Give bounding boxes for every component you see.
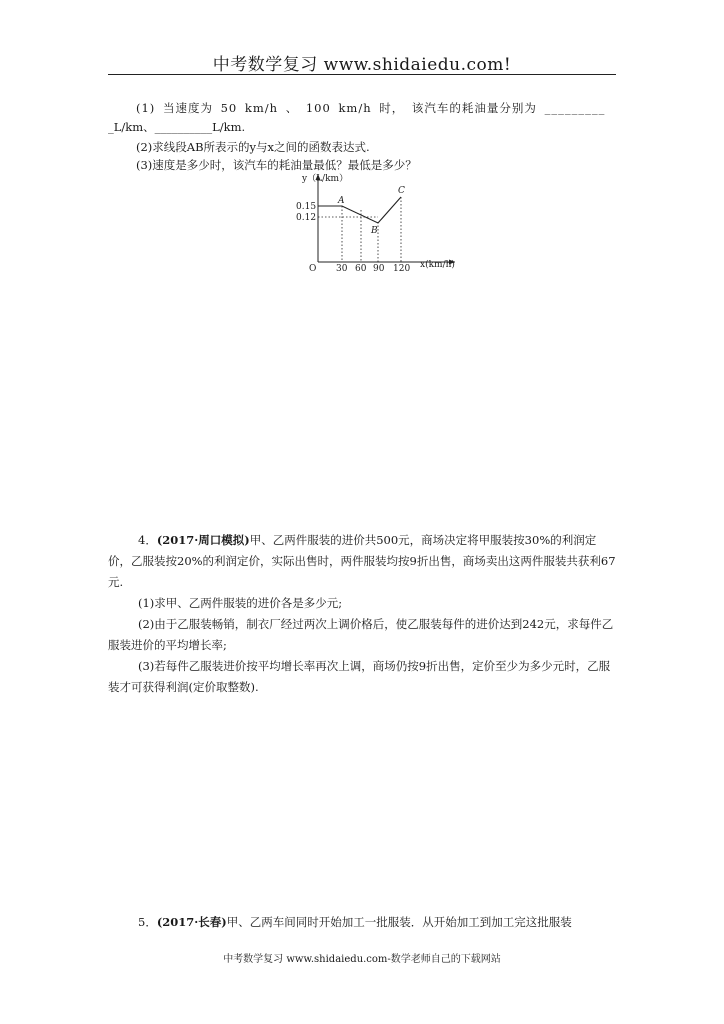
page-footer: 中考数学复习 www.shidaiedu.com-数学老师自己的下载网站 <box>223 954 501 965</box>
x-axis-label: x(km/h) <box>420 260 455 270</box>
problem4-sub3: (3)若每件乙服装进价按平均增长率再次上调，商场仍按9折出售，定价至少为多少元时，乙服装才可获得利润(定价取整数). <box>108 659 611 694</box>
page-header: 中考数学复习 www.shidaiedu.com! <box>212 55 512 75</box>
point-b-label: B <box>371 226 378 236</box>
point-c-label: C <box>398 186 405 196</box>
problem5-source: (2017·长春) <box>156 915 227 929</box>
problem4-source: (2017·周口模拟) <box>156 533 250 547</box>
problem4-stem: 甲、乙两件服装的进价共500元，商场决定将甲服装按30%的利润定价，乙服装按20%的利润定价，实际出售时，两件服装均按9折出售，商场卖出这两件服装共获利67元. <box>108 533 616 589</box>
point-a-label: A <box>338 196 345 206</box>
x-tick-60: 60 <box>355 264 367 274</box>
graph-svg <box>290 170 460 275</box>
consumption-polyline <box>318 197 401 223</box>
problem4-sub2: (2)由于乙服装畅销，制衣厂经过两次上调价格后，使乙服装每件的进价达到242元，求每件乙服装进价的平均增长率; <box>108 617 614 652</box>
x-tick-90: 90 <box>373 264 385 274</box>
y-tick-015: 0.15 <box>296 202 317 212</box>
problem5 <box>108 914 616 930</box>
problem4 <box>108 530 616 698</box>
problem5-number: 5． <box>138 915 157 929</box>
y-tick-012: 0.12 <box>296 213 317 223</box>
x-tick-120: 120 <box>393 264 411 274</box>
problem3-q1-line2: _L/km、__________L/km. <box>108 120 246 134</box>
problem3-q3: (3)速度是多少时，该汽车的耗油量最低？最低是多少？ <box>136 158 417 172</box>
fuel-consumption-graph <box>290 170 460 275</box>
problem4-number: 4． <box>138 533 157 547</box>
y-axis-label: y（L/km） <box>302 174 349 184</box>
origin-label: O <box>309 264 317 274</box>
problem4-sub1: (1)求甲、乙两件服装的进价各是多少元; <box>138 596 343 610</box>
problem3-q2: (2)求线段AB所表示的y与x之间的函数表达式. <box>136 140 370 154</box>
header-rule <box>108 74 616 75</box>
problem4-stem-block <box>108 530 616 593</box>
problem3-q1-line1: (1) 当速度为 50 km/h 、 100 km/h 时， 该汽车的耗油量分别为 _________ <box>136 101 606 115</box>
x-tick-30: 30 <box>336 264 348 274</box>
problem5-stem: 甲、乙两车间同时开始加工一批服装．从开始加工到加工完这批服装 <box>226 915 572 929</box>
